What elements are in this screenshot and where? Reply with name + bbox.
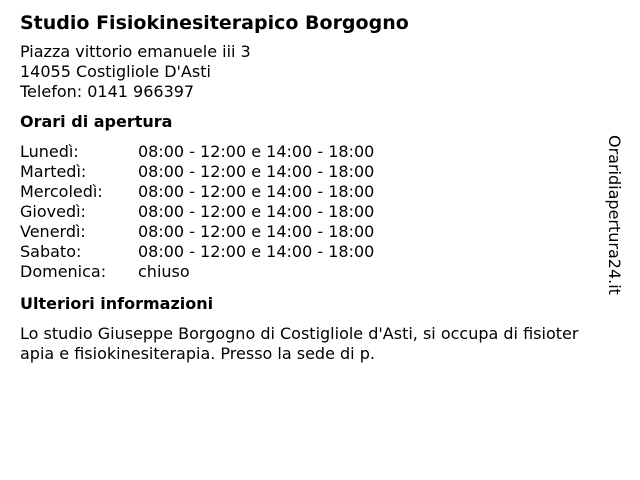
day-hours: 08:00 - 12:00 e 14:00 - 18:00	[138, 142, 375, 161]
business-name: Studio Fisiokinesiterapico Borgogno	[20, 12, 409, 34]
business-card	[20, 10, 590, 364]
phone-number: Telefon: 0141 966397	[20, 82, 195, 101]
day-label: Lunedì:	[20, 142, 79, 161]
hours-row-thursday	[20, 202, 590, 222]
day-hours: 08:00 - 12:00 e 14:00 - 18:00	[138, 182, 375, 201]
day-label: Domenica:	[20, 262, 107, 281]
hours-row-monday	[20, 142, 590, 162]
address-block	[20, 42, 590, 102]
day-label: Giovedì:	[20, 202, 86, 221]
day-hours: chiuso	[138, 262, 190, 281]
day-label: Martedì:	[20, 162, 87, 181]
day-hours: 08:00 - 12:00 e 14:00 - 18:00	[138, 222, 375, 241]
day-label: Sabato:	[20, 242, 82, 261]
day-label: Mercoledì:	[20, 182, 103, 201]
more-info-text: Lo studio Giuseppe Borgogno di Costigliole d'Asti, si occupa di fisioterapia e fisiokinesiterapia. Presso la sede di p.	[20, 324, 579, 363]
opening-hours-table	[20, 142, 590, 282]
opening-hours-heading: Orari di apertura	[20, 112, 173, 131]
hours-row-wednesday	[20, 182, 590, 202]
site-watermark: Oraridiapertura24.it	[605, 135, 624, 295]
address-city: 14055 Costigliole D'Asti	[20, 62, 211, 81]
address-street: Piazza vittorio emanuele iii 3	[20, 42, 251, 61]
hours-row-tuesday	[20, 162, 590, 182]
hours-row-sunday	[20, 262, 590, 282]
hours-row-saturday	[20, 242, 590, 262]
day-label: Venerdì:	[20, 222, 86, 241]
day-hours: 08:00 - 12:00 e 14:00 - 18:00	[138, 162, 375, 181]
day-hours: 08:00 - 12:00 e 14:00 - 18:00	[138, 202, 375, 221]
day-hours: 08:00 - 12:00 e 14:00 - 18:00	[138, 242, 375, 261]
more-info-heading: Ulteriori informazioni	[20, 294, 214, 313]
hours-row-friday	[20, 222, 590, 242]
